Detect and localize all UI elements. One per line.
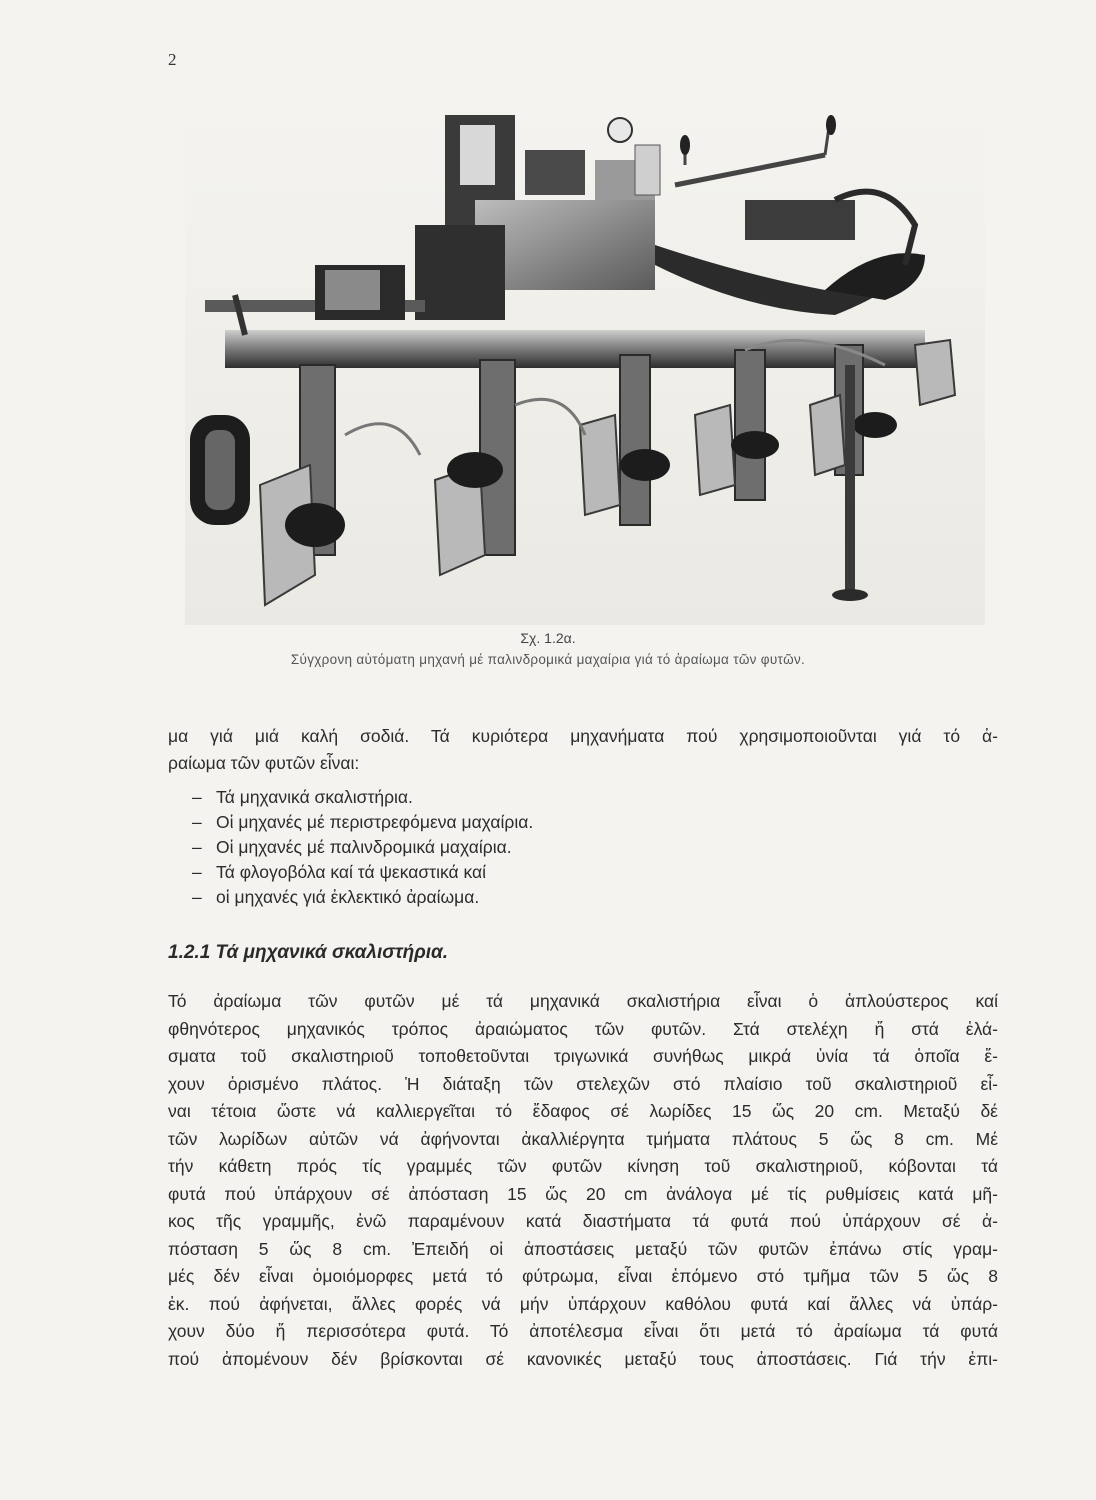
body-line: Τό ἀραίωμα τῶν φυτῶν μέ τά μηχανικά σκαλιστήρια εἶναι ὁ ἁπλούστερος καί bbox=[168, 991, 998, 1011]
list-item bbox=[192, 835, 533, 860]
list-item bbox=[192, 785, 533, 810]
thinning-machine-illustration bbox=[185, 105, 985, 625]
list-bullet: – bbox=[192, 887, 202, 907]
list-item bbox=[192, 860, 533, 885]
list-bullet: – bbox=[192, 812, 202, 832]
body-line: φθηνότερος μηχανικός τρόπος ἀραιώματος τῶν φυτῶν. Στά στελέχη ἤ στά ἐλά- bbox=[168, 1018, 998, 1039]
body-line: τῶν λωρίδων αὐτῶν νά ἀφήνονται ἀκαλλιέργητα τμήματα πλάτους 5 ὥς 8 cm. Μέ bbox=[168, 1128, 998, 1149]
body-line: μές δέν εἶναι ὁμοιόμορφες μετά τό φύτρωμα, εἶναι ἑπόμενο στό τμῆμα τῶν 5 ὥς 8 bbox=[168, 1266, 998, 1286]
body-paragraph bbox=[168, 988, 998, 1373]
list-bullet: – bbox=[192, 837, 202, 857]
list-item-text: Οἱ μηχανές μέ περιστρεφόμενα μαχαίρια. bbox=[216, 812, 534, 832]
body-line: φυτά πού ὑπάρχουν σέ ἀπόσταση 15 ὥς 20 cm ἀνάλογα μέ τίς ρυθμίσεις κατά μῆ- bbox=[168, 1183, 998, 1204]
intro-paragraph bbox=[168, 723, 998, 777]
list-item-text: Τά φλογοβόλα καί τά ψεκαστικά καί bbox=[216, 862, 487, 882]
figure-label: Σχ. 1.2α. bbox=[520, 630, 576, 646]
list-item bbox=[192, 810, 533, 835]
figure-machine-photo bbox=[185, 105, 985, 625]
page-number: 2 bbox=[168, 50, 177, 69]
figure-caption: Σύγχρονη αὐτόματη μηχανή μέ παλινδρομικά μαχαίρια γιά τό ἀραίωμα τῶν φυτῶν. bbox=[290, 652, 806, 667]
machine-list bbox=[192, 785, 533, 910]
list-item-text: οἱ μηχανές γιά ἐκλεκτικό ἀραίωμα. bbox=[216, 887, 480, 907]
body-line: σματα τοῦ σκαλιστηριοῦ τοποθετοῦνται τριγωνικά συνήθως μικρά ὑνία τά ὁποῖα ἔ- bbox=[168, 1046, 998, 1066]
body-line: ἐκ. πού ἀφήνεται, ἄλλες φορές νά μήν ὑπάρχουν καθόλου φυτά καί ἄλλες νά ὑπάρ- bbox=[168, 1293, 998, 1314]
body-line: χουν δύο ἤ περισσότερα φυτά. Τό ἀποτέλεσμα εἶναι ὅτι μετά τό ἀραίωμα τά φυτά bbox=[168, 1321, 998, 1341]
list-bullet: – bbox=[192, 787, 202, 807]
list-item-text: Τά μηχανικά σκαλιστήρια. bbox=[216, 787, 413, 807]
list-item bbox=[192, 885, 533, 910]
body-line: πού ἀπομένουν δέν βρίσκονται σέ κανονικές μεταξύ τους ἀποστάσεις. Γιά τήν ἐπι- bbox=[168, 1348, 998, 1369]
section-heading: 1.2.1 Τά μηχανικά σκαλιστήρια. bbox=[168, 942, 449, 963]
list-bullet: – bbox=[192, 862, 202, 882]
body-line: τήν κάθετη πρός τίς γραμμές τῶν φυτῶν κίνηση τοῦ σκαλιστηριοῦ, κόβονται τά bbox=[168, 1156, 998, 1176]
body-line: κος τῆς γραμμῆς, ἐνῶ παραμένουν κατά διαστήματα τά φυτά πού ὑπάρχουν σέ ἀ- bbox=[168, 1211, 998, 1231]
body-line: πόσταση 5 ὥς 8 cm. Ἐπειδή οἱ ἀποστάσεις μεταξύ τῶν φυτῶν ἐπάνω στίς γραμ- bbox=[168, 1238, 998, 1259]
list-item-text: Οἱ μηχανές μέ παλινδρομικά μαχαίρια. bbox=[216, 837, 512, 857]
intro-line: μα γιά μιά καλή σοδιά. Τά κυριότερα μηχανήματα πού χρησιμοποιοῦνται γιά τό ἀ- bbox=[168, 726, 998, 746]
body-line: χουν ὁρισμένο πλάτος. Ἡ διάταξη τῶν στελεχῶν στό πλαίσιο τοῦ σκαλιστηριοῦ εἶ- bbox=[168, 1073, 998, 1094]
body-line: ναι τέτοια ὥστε νά καλλιεργεῖται τό ἔδαφος σέ λωρίδες 15 ὥς 20 cm. Μεταξύ δέ bbox=[168, 1101, 998, 1121]
intro-line: ραίωμα τῶν φυτῶν εἶναι: bbox=[168, 753, 360, 773]
